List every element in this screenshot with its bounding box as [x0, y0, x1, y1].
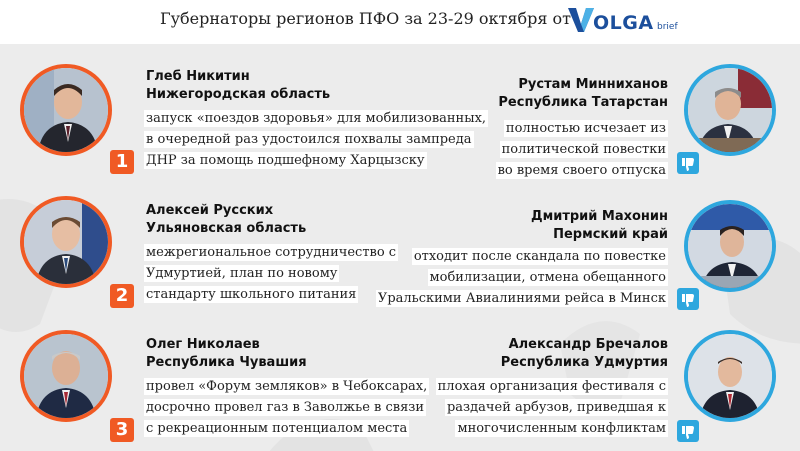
leader-2-description — [144, 242, 398, 305]
thumbs-down-icon — [677, 420, 699, 442]
leader-3-region: Республика Чувашия — [146, 355, 307, 370]
loser-2-desc-line-2: мобилизации, отмена обещанного — [429, 270, 666, 285]
loser-1-desc-line-2: политической повестки — [501, 142, 666, 157]
loser-2-name-block — [531, 208, 668, 244]
loser-1-description — [496, 118, 668, 181]
page-title: Губернаторы регионов ПФО за 23-29 октября от — [160, 9, 571, 28]
loser-2-description — [376, 246, 668, 309]
portrait-leader-1 — [20, 64, 112, 156]
leader-3-desc-line-3: с рекреационным потенциалом места — [146, 421, 408, 436]
leader-1-region: Нижегородская область — [146, 87, 331, 102]
loser-3-name-block — [501, 336, 668, 372]
loser-2-desc-line-1: отходит после скандала по повестке — [413, 249, 666, 264]
loser-1-desc-line-3: во время своего отпуска — [497, 163, 666, 178]
loser-1-name-block — [498, 76, 668, 112]
leader-1-description — [144, 108, 488, 171]
portrait-loser-3 — [684, 330, 776, 422]
logo-subtext: brief — [657, 22, 678, 32]
leader-2-region: Ульяновская область — [146, 221, 307, 236]
loser-3-description — [436, 376, 668, 439]
loser-1-region: Республика Татарстан — [498, 95, 668, 110]
rank-badge-2: 2 — [110, 284, 134, 308]
loser-3-desc-line-3: многочисленным конфликтам — [457, 421, 666, 436]
thumbs-down-icon — [677, 152, 699, 174]
thumbs-down-icon — [677, 288, 699, 310]
portrait-loser-2 — [684, 200, 776, 292]
leader-2-desc-line-3: стандарту школьного питания — [146, 287, 357, 302]
leader-1-name: Глеб Никитин — [146, 69, 250, 84]
leader-3-desc-line-2: досрочно провел газ в Заволжье в связи — [146, 400, 425, 415]
leader-2-desc-line-1: межрегиональное сотрудничество с — [146, 245, 397, 260]
loser-2-desc-line-3: Уральскими Авиалиниями рейса в Минск — [377, 291, 666, 306]
leader-1-desc-line-1: запуск «поездов здоровья» для мобилизованных, — [146, 111, 487, 126]
loser-1-name: Рустам Минниханов — [518, 77, 668, 92]
logo-v-mark-icon — [566, 4, 596, 34]
leader-3-name: Олег Николаев — [146, 337, 260, 352]
portrait-leader-2 — [20, 196, 112, 288]
leader-3-desc-line-1: провел «Форум земляков» в Чебоксарах, — [146, 379, 428, 394]
leader-3-name-block — [146, 336, 307, 372]
leader-1-name-block — [146, 68, 330, 104]
loser-3-desc-line-2: раздачей арбузов, приведшая к — [446, 400, 666, 415]
loser-2-name: Дмитрий Махонин — [531, 209, 668, 224]
rank-badge-1: 1 — [110, 150, 134, 174]
header-bar — [0, 0, 800, 40]
leader-2-name-block — [146, 202, 306, 238]
portrait-loser-1 — [684, 64, 776, 156]
logo-text: OLGA — [593, 12, 654, 34]
loser-2-region: Пермский край — [553, 227, 668, 242]
volga-brief-logo — [566, 4, 686, 38]
leader-1-desc-line-3: ДНР за помощь подшефному Харцызску — [146, 153, 425, 168]
leader-3-description — [144, 376, 429, 439]
leader-1-desc-line-2: в очередной раз удостоился похвалы зампреда — [146, 132, 472, 147]
loser-3-region: Республика Удмуртия — [500, 355, 668, 370]
loser-1-desc-line-1: полностью исчезает из — [505, 121, 666, 136]
leader-2-name: Алексей Русских — [146, 203, 274, 218]
leader-2-desc-line-2: Удмуртией, план по новому — [146, 266, 338, 281]
portrait-leader-3 — [20, 330, 112, 422]
rank-badge-3: 3 — [110, 418, 134, 442]
loser-3-name: Александр Бречалов — [508, 337, 668, 352]
loser-3-desc-line-1: плохая организация фестиваля с — [437, 379, 666, 394]
